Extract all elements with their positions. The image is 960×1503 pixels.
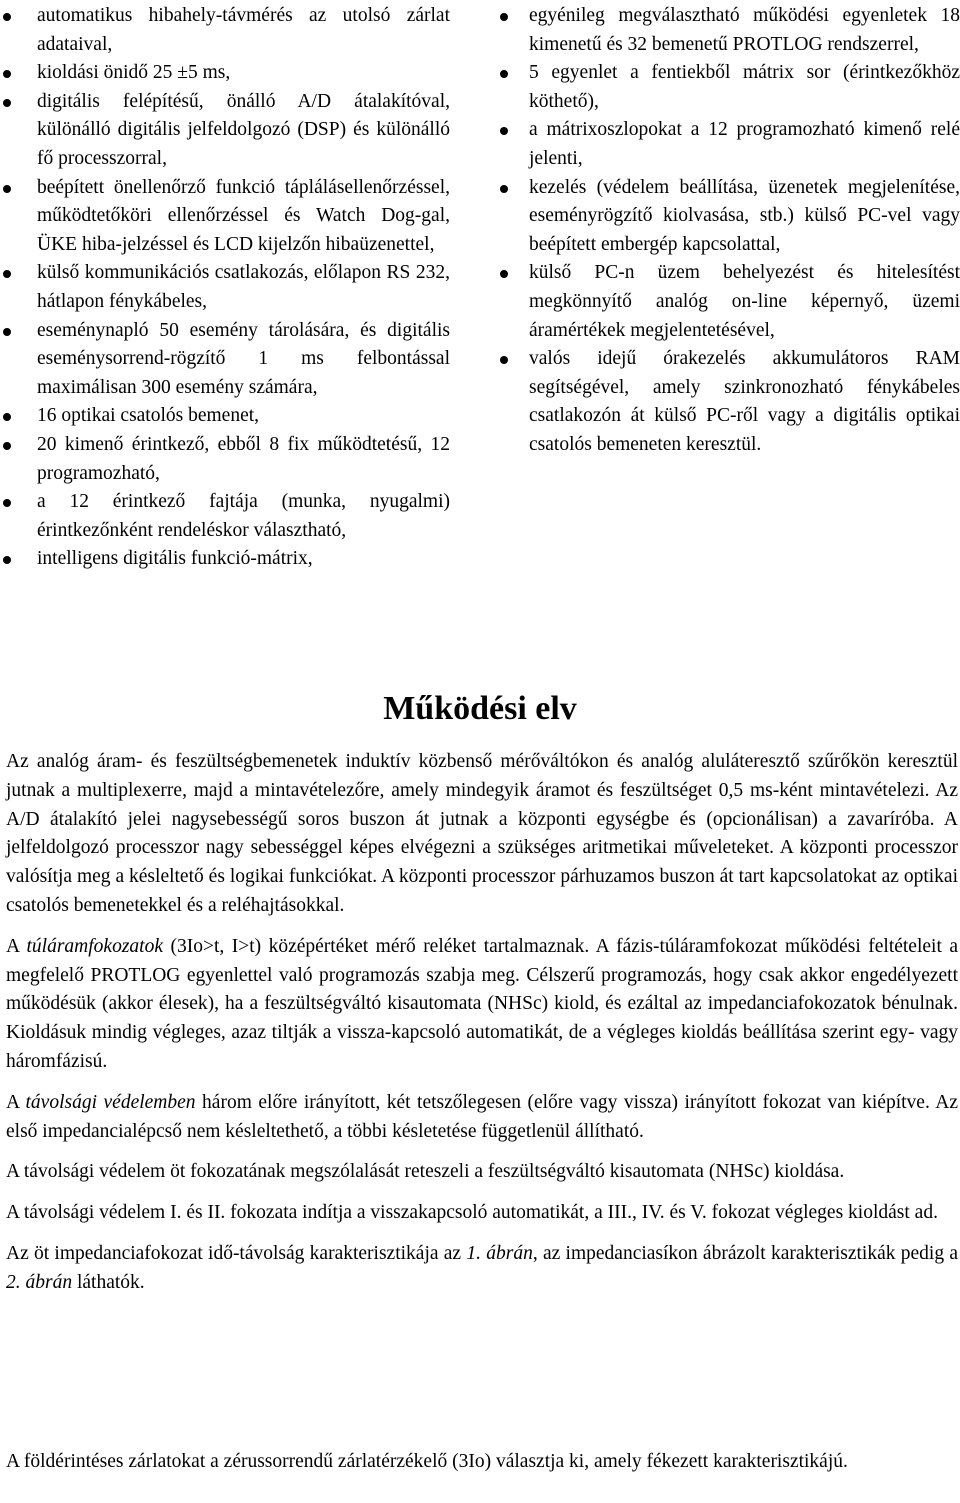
- list-item: [0, 259, 450, 316]
- text-run: , az impedanciasíkon ábrázolt karakterisztikák pedig a: [532, 1242, 959, 1264]
- bullet-icon: [500, 70, 508, 78]
- text-run: A: [6, 935, 27, 957]
- left-feature-list: [0, 2, 450, 574]
- paragraph-blocking: A távolsági védelem öt fokozatának megszólalását reteszeli a feszültségváltó kisautomata (NHSc) kioldása.: [6, 1161, 845, 1183]
- left-feature-column: [0, 2, 450, 574]
- list-item: [0, 402, 450, 431]
- list-item-text: a mátrixoszlopokat a 12 programozható kimenő relé jelenti,: [529, 119, 960, 169]
- bullet-icon: [3, 499, 11, 507]
- list-item-text: digitális felépítésű, önálló A/D átalakítóval, különálló digitális jelfeldolgozó (DSP) és különálló fő processzorral,: [37, 90, 450, 169]
- bullet-icon: [3, 556, 11, 564]
- list-item: [0, 2, 450, 59]
- text-run: Az öt impedanciafokozat idő-távolság karakterisztikája az: [6, 1242, 467, 1264]
- list-item-text: a 12 érintkező fajtája (munka, nyugalmi) érintkezőnként rendeléskor választható,: [37, 491, 450, 541]
- list-item-text: kioldási önidő 25 ±5 ms,: [37, 62, 231, 84]
- section-heading: Működési elv: [383, 690, 577, 727]
- bullet-icon: [500, 356, 508, 364]
- list-item-text: külső PC-n üzem behelyezést és hitelesítést megkönnyítő analóg on-line képernyő, üzemi áramértékek megjelentetésével,: [529, 262, 960, 341]
- list-item: [0, 488, 450, 545]
- bullet-icon: [3, 70, 11, 78]
- text-run: három előre irányított, két tetszőlegesen (előre vagy vissza) irányított fokozat van kiépítve. Az első impedancialépcső nem késleltethető, a többi késletetése függetlenül állítható.: [6, 1091, 958, 1142]
- list-item: [0, 317, 450, 403]
- list-item-text: intelligens digitális funkció-mátrix,: [37, 548, 313, 570]
- list-item-text: eseménynapló 50 esemény tárolására, és digitális eseménysorrend-rögzítő 1 ms felbontással maximálisan 300 esemény számára,: [37, 319, 450, 398]
- list-item-text: kezelés (védelem beállítása, üzenetek megjelenítése, eseményrögzítő kiolvasása, stb.) külső PC-vel vagy beépített embergép kapcsolattal,: [529, 176, 960, 255]
- bullet-icon: [3, 413, 11, 421]
- paragraph-overcurrent: [6, 933, 958, 1077]
- right-feature-list: [511, 2, 960, 460]
- paragraph-principle: Az analóg áram- és feszültségbemenetek induktív közbenső mérőváltókon és analóg aluláteresztő szűrőkön keresztül jutnak a multiplexerre, majd a mintavételezőre, amely mindegyik áramot és feszültséget 0,5 ms-ként mintavételezi. Az A/D átalakító jelei nagysebességű soros buszon át jutnak a központi egységbe és (opcionálisan) a zavaríróba. A jelfeldolgozó processzor nagy sebességgel képes elvégezni a szükséges aritmetikai műveleteket. A központi processzor valósítja meg a késleltető és logikai funkciókat. A központi processzor párhuzamos buszon át tart kapcsolatokat az optikai csatolós bemenetekkel és a reléhajtásokkal.: [6, 751, 958, 916]
- bullet-icon: [500, 185, 508, 193]
- bullet-icon: [3, 99, 11, 107]
- list-item-text: valós idejű órakezelés akkumulátoros RAM segítségével, amely szinkronozható fénykábeles csatlakozón át külső PC-ről vagy a digitális optikai csatolós bemeneten keresztül.: [529, 348, 960, 455]
- figure-reference: 1. ábrán: [466, 1242, 533, 1264]
- list-item: [0, 545, 450, 574]
- section-body: [6, 748, 959, 1472]
- bullet-icon: [500, 13, 508, 21]
- bullet-icon: [3, 328, 11, 336]
- list-item: [511, 59, 960, 116]
- paragraph-characteristics: [6, 1240, 958, 1298]
- list-item-text: beépített önellenőrző funkció táplálásellenőrzéssel, működtetőköri ellenőrzéssel és Watch Dog-gal, ÜKE hiba-jelzéssel és LCD kijelzőn hibaüzenettel,: [37, 176, 450, 255]
- list-item: [0, 431, 450, 488]
- paragraph-distance-protection: [6, 1089, 958, 1147]
- list-item-text: külső kommunikációs csatlakozás, előlapon RS 232, hátlapon fénykábeles,: [37, 262, 450, 312]
- list-item: [511, 345, 960, 459]
- text-run: A: [6, 1091, 26, 1113]
- bullet-icon: [3, 442, 11, 450]
- paragraph-stages: A távolsági védelem I. és II. fokozata indítja a visszakapcsoló automatikát, a III., IV. és V. fokozat végleges kioldást ad.: [6, 1202, 938, 1224]
- bullet-icon: [3, 13, 11, 21]
- list-item-text: automatikus hibahely-távmérés az utolsó zárlat adataival,: [37, 5, 450, 55]
- emphasis-term: túláramfokozatok: [26, 935, 163, 957]
- list-item: [0, 88, 450, 174]
- list-item: [0, 174, 450, 260]
- list-item: [511, 259, 960, 345]
- list-item-text: egyénileg megválasztható működési egyenletek 18 kimenetű és 32 bemenetű PROTLOG rendszerrel,: [529, 5, 960, 55]
- bullet-icon: [500, 127, 508, 135]
- bullet-icon: [500, 270, 508, 278]
- right-feature-column: [511, 2, 960, 460]
- bullet-icon: [3, 270, 11, 278]
- bullet-icon: [3, 185, 11, 193]
- text-run: (3Io>t, I>t) középértéket mérő reléket tartalmaznak. A fázis-túláramfokozat működési feltételeit a megfelelő PROTLOG egyenlettel való programozás szabja meg. Célszerű programozás, hogy csak akkor engedélyezett működésük (akkor élesek), ha a feszültségváltó kisautomata (NHSc) kiold, és ezáltal az impedanciafokozatok bénulnak. Kioldásuk mindig végleges, azaz tiltják a vissza-kapcsoló automatikát, de a végleges kioldás beállítása szerint egy- vagy háromfázisú.: [6, 935, 958, 1072]
- text-run: láthatók.: [72, 1271, 145, 1293]
- list-item-text: 20 kimenő érintkező, ebből 8 fix működtetésű, 12 programozható,: [37, 433, 450, 484]
- list-item-text: 5 egyenlet a fentiekből mátrix sor (érintkezőkhöz köthető),: [529, 62, 960, 112]
- list-item-text: 16 optikai csatolós bemenet,: [37, 405, 260, 427]
- paragraph-earth-fault: A földérintéses zárlatokat a zérussorrendű zárlatérzékelő (3Io) választja ki, amely fékezett karakterisztikájú.: [6, 1451, 848, 1472]
- list-item: [511, 116, 960, 173]
- list-item: [0, 59, 450, 88]
- list-item: [511, 174, 960, 260]
- list-item: [511, 2, 960, 59]
- figure-reference: 2. ábrán: [6, 1271, 73, 1293]
- emphasis-term: távolsági védelemben: [25, 1091, 196, 1113]
- feature-columns: [0, 0, 960, 640]
